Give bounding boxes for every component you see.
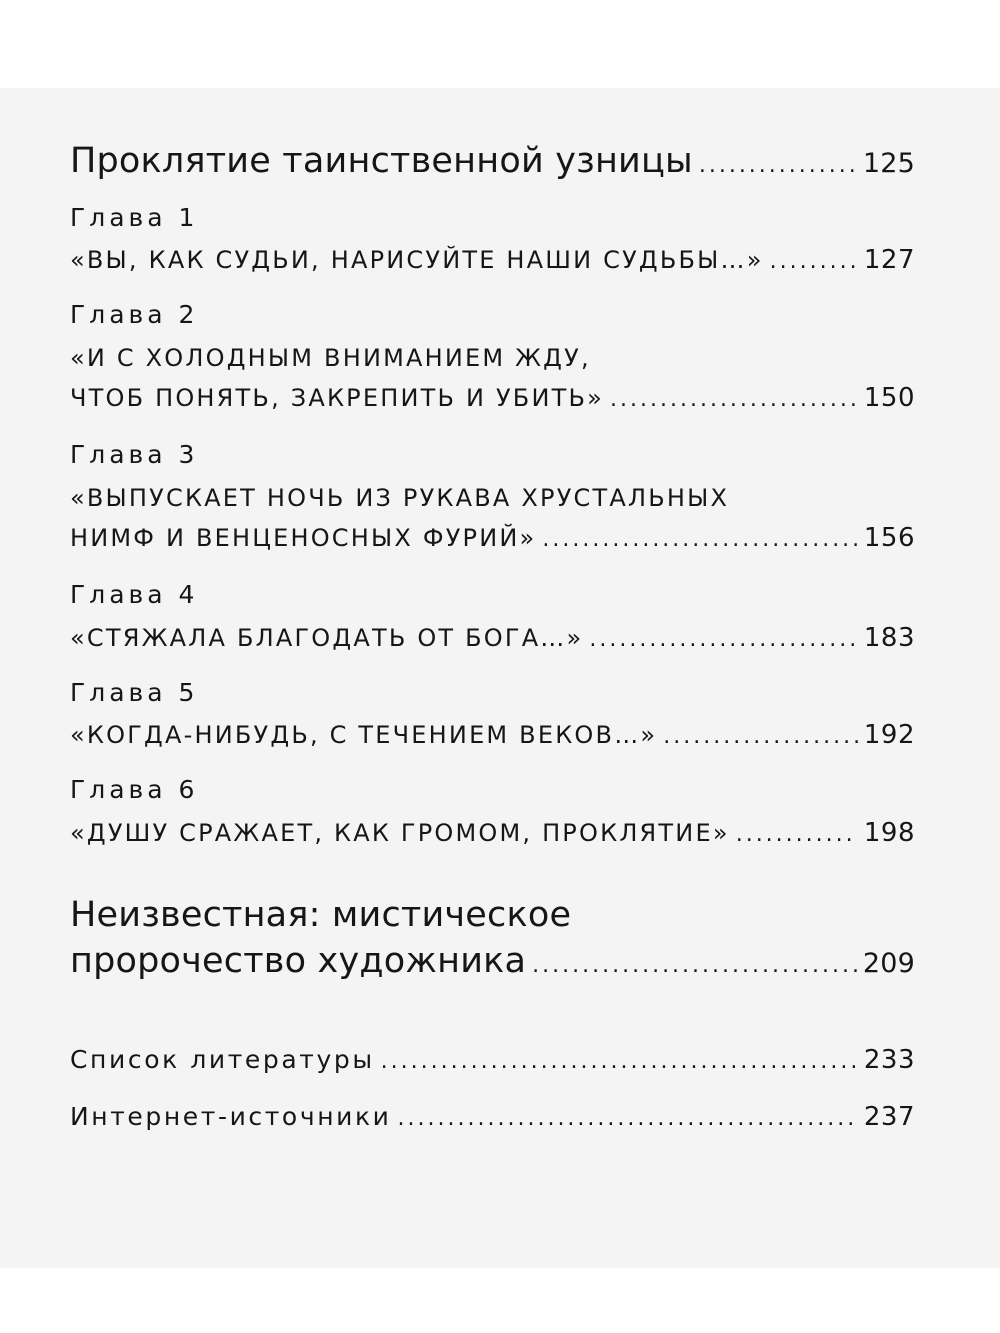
page-number: 237 xyxy=(863,1102,915,1132)
chapter-label: Глава 4 xyxy=(70,580,199,609)
dot-leader xyxy=(770,242,858,282)
page-number: 192 xyxy=(863,720,915,750)
chapter-label: Глава 1 xyxy=(70,203,199,232)
dot-leader xyxy=(532,943,857,989)
chapter-title: «ДУШУ СРАЖАЕТ, КАК ГРОМОМ, ПРОКЛЯТИЕ» xyxy=(70,819,730,847)
part-title: Проклятие таинственной узницы xyxy=(70,141,693,181)
dot-leader xyxy=(663,717,858,757)
toc-chapter-5 xyxy=(70,715,915,757)
toc-chapter-1 xyxy=(70,240,915,282)
toc-chapter-6 xyxy=(70,813,915,855)
chapter-title: «КОГДА-НИБУДЬ, С ТЕЧЕНИЕМ ВЕКОВ…» xyxy=(70,721,658,749)
toc-bibliography xyxy=(70,1043,915,1079)
chapter-title-line-1: «ВЫПУСКАЕТ НОЧЬ ИЗ РУКАВА ХРУСТАЛЬНЫХ xyxy=(70,484,730,512)
chapter-title-line-1: «И С ХОЛОДНЫМ ВНИМАНИЕМ ЖДУ, xyxy=(70,344,591,372)
dot-leader xyxy=(589,620,857,660)
page-number: 125 xyxy=(862,148,915,179)
chapter-label: Глава 3 xyxy=(70,440,199,469)
dot-leader xyxy=(736,815,858,855)
page-number: 198 xyxy=(863,818,915,848)
chapter-title: «ВЫ, КАК СУДЬИ, НАРИСУЙТЕ НАШИ СУДЬБЫ…» xyxy=(70,246,764,274)
back-matter-title: Интернет-источники xyxy=(70,1102,392,1131)
toc-part-1 xyxy=(70,138,915,189)
chapter-title: «СТЯЖАЛА БЛАГОДАТЬ ОТ БОГА…» xyxy=(70,624,584,652)
page-number: 183 xyxy=(863,623,915,653)
chapter-label: Глава 5 xyxy=(70,678,199,707)
toc-chapter-4 xyxy=(70,618,915,660)
page-number: 150 xyxy=(863,383,915,413)
page-number: 127 xyxy=(863,245,915,275)
toc-chapter-2 xyxy=(70,338,915,420)
page-number: 209 xyxy=(862,948,915,979)
chapter-title-line-2: НИМФ И ВЕНЦЕНОСНЫХ ФУРИЙ» xyxy=(70,524,537,552)
dot-leader xyxy=(381,1045,858,1079)
dot-leader xyxy=(398,1102,858,1136)
dot-leader xyxy=(699,143,857,189)
toc-part-2 xyxy=(70,892,915,989)
chapter-label: Глава 6 xyxy=(70,775,199,804)
book-page xyxy=(0,88,1000,1268)
chapter-label: Глава 2 xyxy=(70,300,199,329)
part-title-line-1: Неизвестная: мистическое xyxy=(70,895,572,935)
chapter-title-line-2: ЧТОБ ПОНЯТЬ, ЗАКРЕПИТЬ И УБИТЬ» xyxy=(70,384,605,412)
page-number: 233 xyxy=(863,1045,915,1075)
dot-leader xyxy=(542,520,857,560)
back-matter-title: Список литературы xyxy=(70,1045,375,1074)
toc-chapter-3 xyxy=(70,478,915,560)
part-title-line-2: пророчество художника xyxy=(70,941,527,981)
page-number: 156 xyxy=(863,523,915,553)
toc-internet-sources xyxy=(70,1100,915,1136)
dot-leader xyxy=(610,380,858,420)
